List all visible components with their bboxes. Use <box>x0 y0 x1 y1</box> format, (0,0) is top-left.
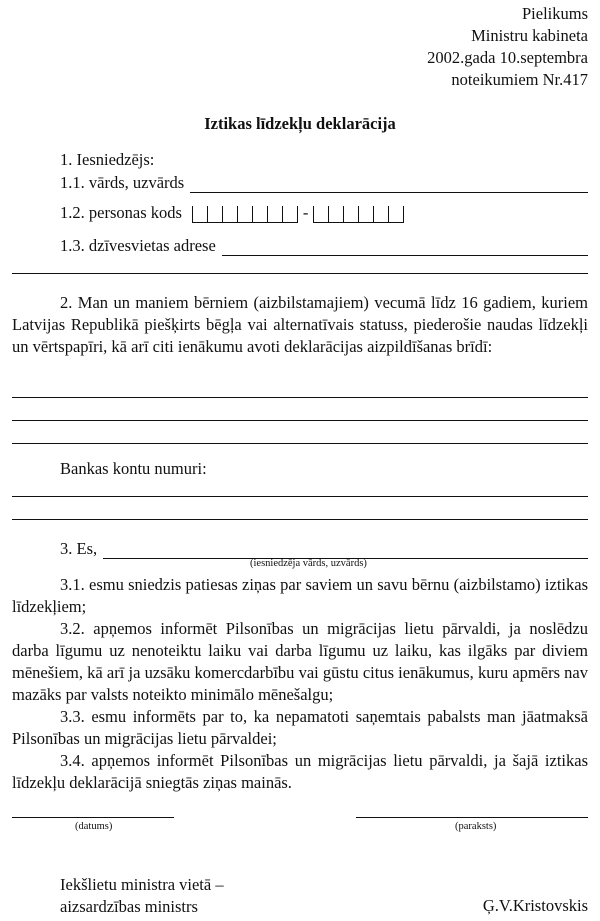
bank-account-input-line[interactable] <box>12 519 588 520</box>
code-separator: - <box>302 203 309 222</box>
date-caption: (datums) <box>75 821 113 832</box>
document-header <box>427 3 588 91</box>
bank-accounts-label: Bankas kontu numuri: <box>60 459 207 478</box>
assets-input-line[interactable] <box>12 420 588 421</box>
assets-input-line[interactable] <box>12 443 588 444</box>
section3-item: 3.2. apņemos informēt Pilsonības un migrācijas lietu pārvaldi, ja noslēdzu darba līgumu uz nenoteiktu laiku vai darba līgumu uz laiku, kas ilgāks par diviem mēnešiem, kā arī ja uzsāku komercdarbību vai gūstu citus ienākumus, kuru apmērs nav mazāks par valsts noteikto minimālo mēnešalgu; <box>12 619 588 704</box>
address-input-line-2[interactable] <box>12 273 588 274</box>
declarant-intro: 3. Es, <box>60 539 98 558</box>
section3-item: 3.3. esmu informēts par to, ka nepamatoti saņemtais pabalsts man jāatmaksā Pilsonības un migrācijas lietu pārvaldei; <box>12 707 588 748</box>
name-label: 1.1. vārds, uzvārds <box>60 173 185 192</box>
header-line: noteikumiem Nr.417 <box>451 70 588 89</box>
document-title: Iztikas līdzekļu deklarācija <box>204 114 396 133</box>
header-line: Pielikums <box>521 4 588 23</box>
date-input-line[interactable] <box>12 817 174 818</box>
signature-caption: (paraksts) <box>455 821 497 832</box>
address-input-line[interactable] <box>222 241 588 256</box>
signatory-name: Ģ.V.Kristovskis <box>482 896 588 915</box>
header-line: 2002.gada 10.septembra <box>427 48 588 67</box>
signatory-position <box>60 874 224 918</box>
section3-item: 3.1. esmu sniedzis patiesas ziņas par saviem un savu bērnu (aizbilstamo) iztikas līdzekļiem; <box>12 575 588 616</box>
position-line: Iekšlietu ministra vietā – <box>60 875 224 894</box>
address-label: 1.3. dzīvesvietas adrese <box>60 236 216 255</box>
name-field-row <box>60 173 588 193</box>
section2-text: 2. Man un maniem bērniem (aizbilstamajiem) vecumā līdz 16 gadiem, kuriem Latvijas Republikā piešķirts bēgļa vai alternatīvais statuss, piederošie naudas līdzekļi un vērtspapīri, kā arī citi ienākumu avoti deklarācijas aizpildīšanas brīdī: <box>12 293 588 356</box>
assets-input-line[interactable] <box>12 397 588 398</box>
personal-code-row <box>60 203 404 223</box>
position-line: aizsardzības ministrs <box>60 897 198 916</box>
address-field-row <box>60 236 588 256</box>
declarant-caption: (iesniedzēja vārds, uzvārds) <box>250 558 367 569</box>
name-input-line[interactable] <box>190 178 588 193</box>
bank-account-input-line[interactable] <box>12 496 588 497</box>
header-line: Ministru kabineta <box>471 26 588 45</box>
section1-heading: 1. Iesniedzējs: <box>60 150 155 169</box>
section3-item: 3.4. apņemos informēt Pilsonības un migrācijas lietu pārvaldi, ja šajā iztikas līdzekļu deklarācijā sniegtās ziņas mainās. <box>12 751 588 792</box>
personal-code-label: 1.2. personas kods <box>60 203 182 222</box>
personal-code-part2[interactable] <box>313 205 404 223</box>
declarant-name-input-line[interactable] <box>103 544 588 559</box>
personal-code-part1[interactable] <box>192 205 298 223</box>
signature-input-line[interactable] <box>356 817 588 818</box>
declarant-row <box>60 539 588 559</box>
